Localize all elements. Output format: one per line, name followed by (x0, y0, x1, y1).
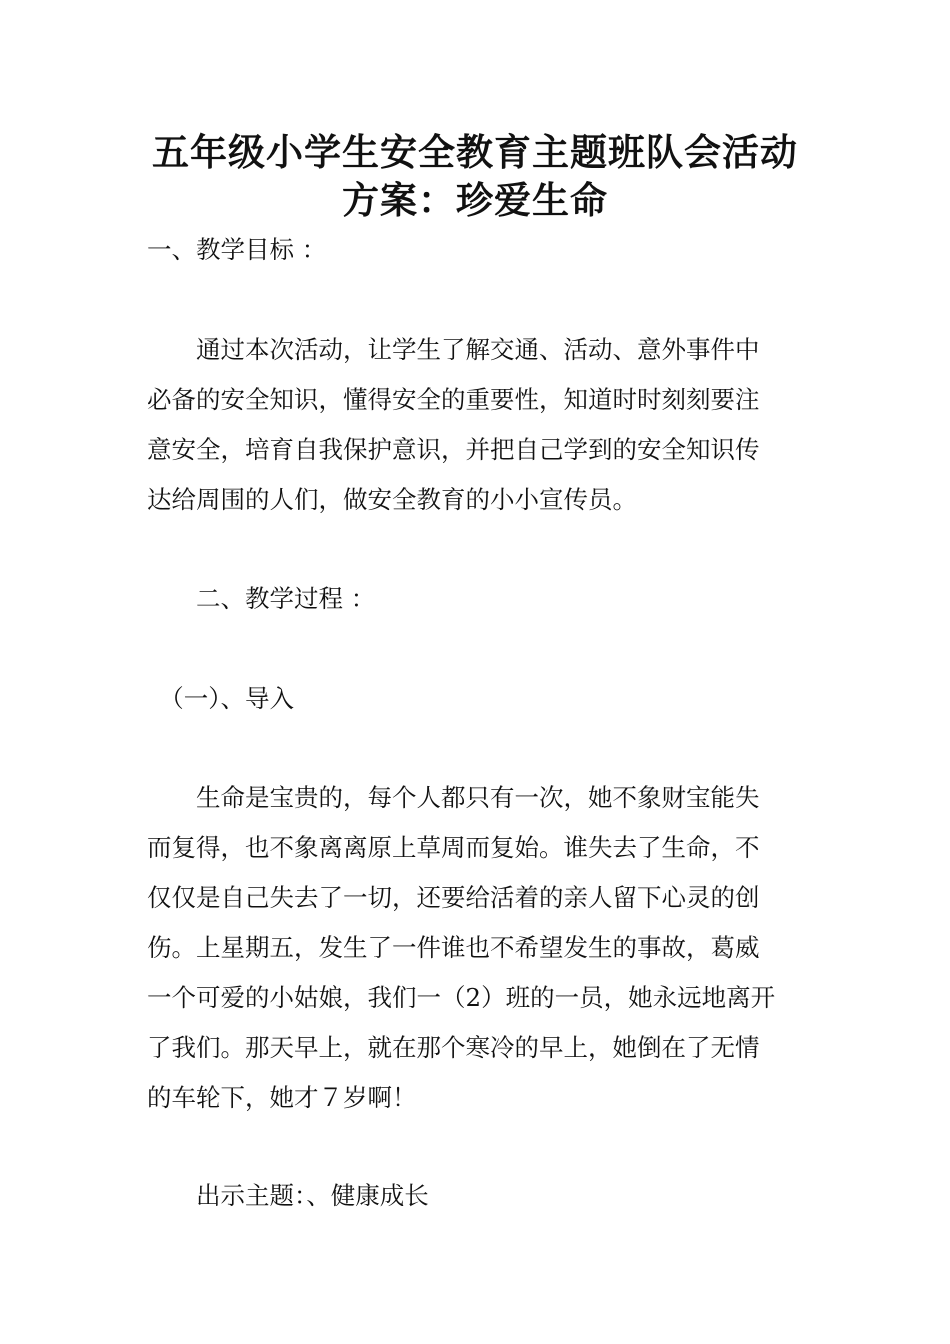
section-2-paragraph (147, 773, 807, 1123)
section-1-heading: 一、教学目标 ： (147, 235, 327, 264)
subsection-intro-heading: （一）、导入 (147, 684, 294, 713)
paragraph-line: 必备的安全知识，懂得安全的重要性，知道时时刻刻要注 (147, 385, 760, 414)
section-1-paragraph (147, 325, 807, 525)
paragraph-line: 一个可爱的小姑娘，我们一（2）班的一员，她永远地离开 (147, 983, 776, 1012)
document-title-line-1: 五年级小学生安全教育主题班队会活动 (152, 131, 798, 174)
paragraph-line: 的车轮下，她才７岁啊！ (147, 1083, 417, 1112)
paragraph-line: 而复得，也不象离离原上草周而复始。谁失去了生命，不 (147, 833, 760, 862)
section-2-heading: 二、教学过程 ： (147, 584, 376, 613)
paragraph-line: 意安全，培育自我保护意识，并把自己学到的安全知识传 (147, 435, 760, 464)
paragraph-line: 了我们。那天早上，就在那个寒冷的早上，她倒在了无情 (147, 1033, 760, 1062)
document-title-line-2: 方案：珍爱生命 (342, 179, 608, 222)
paragraph-line: 生命是宝贵的，每个人都只有一次，她不象财宝能失 (147, 783, 760, 812)
paragraph-line: 达给周围的人们，做安全教育的小小宣传员。 (147, 485, 637, 514)
paragraph-line: 伤。上星期五，发生了一件谁也不希望发生的事故，葛威 (147, 933, 760, 962)
theme-line: 出示主题：、健康成长 (147, 1181, 429, 1210)
paragraph-line: 仅仅是自己失去了一切，还要给活着的亲人留下心灵的创 (147, 883, 760, 912)
paragraph-line: 通过本次活动，让学生了解交通、活动、意外事件中 (147, 335, 760, 364)
